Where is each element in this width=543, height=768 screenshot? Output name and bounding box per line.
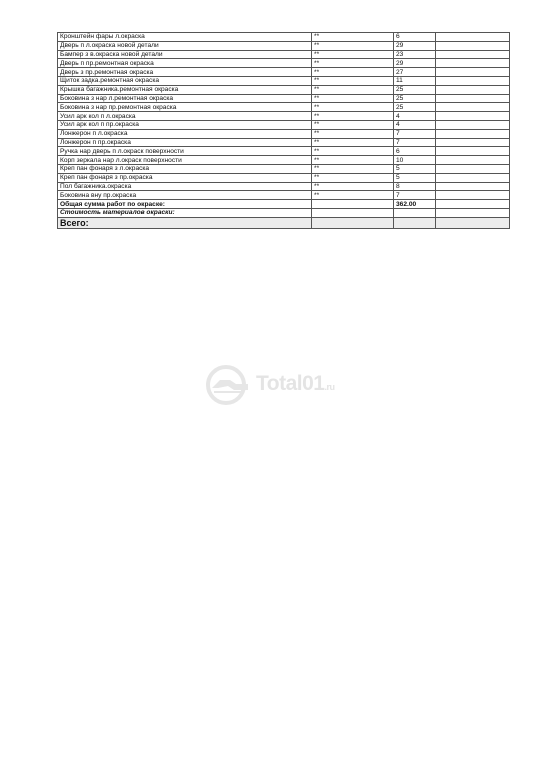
row-name-cell: Дверь п л.окраска новой детали bbox=[58, 41, 312, 50]
row-mark-cell: ** bbox=[312, 147, 394, 156]
row-value-cell: 6 bbox=[394, 33, 436, 42]
row-sum-cell bbox=[436, 156, 510, 165]
total-row bbox=[58, 200, 510, 209]
row-name-cell: Креп пан фонаря з пр.окраска bbox=[58, 173, 312, 182]
table-row bbox=[58, 76, 510, 85]
row-sum-cell bbox=[436, 85, 510, 94]
row-sum-cell bbox=[436, 41, 510, 50]
row-name-cell: Бампер з в.окраска новой детали bbox=[58, 50, 312, 59]
row-sum-cell bbox=[436, 147, 510, 156]
row-value-cell: 23 bbox=[394, 50, 436, 59]
row-name-cell: Крышка багажника.ремонтная окраска bbox=[58, 85, 312, 94]
row-mark-cell: ** bbox=[312, 76, 394, 85]
watermark-tld: .ru bbox=[324, 382, 335, 392]
row-sum-cell bbox=[436, 129, 510, 138]
row-sum-cell bbox=[436, 103, 510, 112]
row-mark-cell: ** bbox=[312, 191, 394, 200]
row-value-cell: 4 bbox=[394, 112, 436, 121]
row-name-cell: Лонжерон п пр.окраска bbox=[58, 138, 312, 147]
table-row bbox=[58, 33, 510, 42]
row-sum-cell bbox=[436, 120, 510, 129]
row-sum-cell bbox=[436, 33, 510, 42]
row-value-cell: 7 bbox=[394, 129, 436, 138]
row-value-cell: 7 bbox=[394, 138, 436, 147]
table-row bbox=[58, 59, 510, 68]
materials-mark-cell bbox=[312, 208, 394, 217]
row-value-cell: 7 bbox=[394, 191, 436, 200]
row-mark-cell: ** bbox=[312, 68, 394, 77]
row-sum-cell bbox=[436, 138, 510, 147]
row-name-cell: Кронштейн фары л.окраска bbox=[58, 33, 312, 42]
watermark bbox=[204, 362, 354, 408]
row-name-cell: Лонжерон п л.окраска bbox=[58, 129, 312, 138]
table-row bbox=[58, 120, 510, 129]
grand-total-sum-cell bbox=[436, 217, 510, 228]
grand-total-row bbox=[58, 217, 510, 228]
row-value-cell: 29 bbox=[394, 41, 436, 50]
materials-sum-cell bbox=[436, 208, 510, 217]
row-value-cell: 4 bbox=[394, 120, 436, 129]
row-mark-cell: ** bbox=[312, 120, 394, 129]
table-row bbox=[58, 182, 510, 191]
row-value-cell: 5 bbox=[394, 164, 436, 173]
row-value-cell: 25 bbox=[394, 85, 436, 94]
row-name-cell: Боковина з нар пр.ремонтная окраска bbox=[58, 103, 312, 112]
row-value-cell: 25 bbox=[394, 94, 436, 103]
row-mark-cell: ** bbox=[312, 33, 394, 42]
materials-value bbox=[394, 208, 436, 217]
row-sum-cell bbox=[436, 59, 510, 68]
row-mark-cell: ** bbox=[312, 94, 394, 103]
row-mark-cell: ** bbox=[312, 59, 394, 68]
row-mark-cell: ** bbox=[312, 182, 394, 191]
row-name-cell: Боковина з нар л.ремонтная окраска bbox=[58, 94, 312, 103]
row-mark-cell: ** bbox=[312, 173, 394, 182]
row-name-cell: Корп зеркала нар л.окраск поверхности bbox=[58, 156, 312, 165]
row-sum-cell bbox=[436, 94, 510, 103]
table-row bbox=[58, 112, 510, 121]
row-name-cell: Дверь з пр.ремонтная окраска bbox=[58, 68, 312, 77]
total-mark-cell bbox=[312, 200, 394, 209]
grand-total-label: Всего: bbox=[58, 217, 312, 228]
row-name-cell: Ручка нар дверь п л.окраск поверхности bbox=[58, 147, 312, 156]
row-value-cell: 25 bbox=[394, 103, 436, 112]
table-row bbox=[58, 156, 510, 165]
row-mark-cell: ** bbox=[312, 85, 394, 94]
row-mark-cell: ** bbox=[312, 138, 394, 147]
row-value-cell: 27 bbox=[394, 68, 436, 77]
row-name-cell: Усил арк кол п пр.окраска bbox=[58, 120, 312, 129]
row-sum-cell bbox=[436, 68, 510, 77]
row-value-cell: 29 bbox=[394, 59, 436, 68]
row-name-cell: Пол багажника.окраска bbox=[58, 182, 312, 191]
watermark-name: Total01 bbox=[256, 372, 325, 395]
paint-works-rows bbox=[58, 33, 510, 200]
row-mark-cell: ** bbox=[312, 41, 394, 50]
total-sum-cell bbox=[436, 200, 510, 209]
total-label: Общая сумма работ по окраске: bbox=[58, 200, 312, 209]
total-value: 362.00 bbox=[394, 200, 436, 209]
row-name-cell: Креп пан фонаря з л.окраска bbox=[58, 164, 312, 173]
row-sum-cell bbox=[436, 164, 510, 173]
table-row bbox=[58, 138, 510, 147]
row-mark-cell: ** bbox=[312, 129, 394, 138]
row-name-cell: Щиток задка.ремонтная окраска bbox=[58, 76, 312, 85]
table-row bbox=[58, 191, 510, 200]
table-row bbox=[58, 94, 510, 103]
grand-total-mark-cell bbox=[312, 217, 394, 228]
row-value-cell: 10 bbox=[394, 156, 436, 165]
row-mark-cell: ** bbox=[312, 103, 394, 112]
row-sum-cell bbox=[436, 191, 510, 200]
table-row bbox=[58, 129, 510, 138]
table-row bbox=[58, 164, 510, 173]
row-mark-cell: ** bbox=[312, 164, 394, 173]
table-row bbox=[58, 173, 510, 182]
grand-total-value bbox=[394, 217, 436, 228]
row-sum-cell bbox=[436, 173, 510, 182]
watermark-text bbox=[256, 372, 334, 396]
row-name-cell: Усил арк кол п л.окраска bbox=[58, 112, 312, 121]
row-mark-cell: ** bbox=[312, 50, 394, 59]
row-value-cell: 8 bbox=[394, 182, 436, 191]
table-row bbox=[58, 50, 510, 59]
table-row bbox=[58, 103, 510, 112]
paint-works-table bbox=[57, 32, 510, 229]
row-sum-cell bbox=[436, 50, 510, 59]
table-row bbox=[58, 68, 510, 77]
row-name-cell: Дверь п пр.ремонтная окраска bbox=[58, 59, 312, 68]
row-mark-cell: ** bbox=[312, 156, 394, 165]
row-value-cell: 6 bbox=[394, 147, 436, 156]
table-row bbox=[58, 85, 510, 94]
row-mark-cell: ** bbox=[312, 112, 394, 121]
row-sum-cell bbox=[436, 182, 510, 191]
watermark-logo-icon bbox=[204, 362, 254, 408]
row-sum-cell bbox=[436, 76, 510, 85]
materials-row bbox=[58, 208, 510, 217]
row-value-cell: 11 bbox=[394, 76, 436, 85]
table-row bbox=[58, 147, 510, 156]
row-name-cell: Боковина вну пр.окраска bbox=[58, 191, 312, 200]
row-sum-cell bbox=[436, 112, 510, 121]
row-value-cell: 5 bbox=[394, 173, 436, 182]
table-row bbox=[58, 41, 510, 50]
materials-label: Стоимость материалов окраски: bbox=[58, 208, 312, 217]
